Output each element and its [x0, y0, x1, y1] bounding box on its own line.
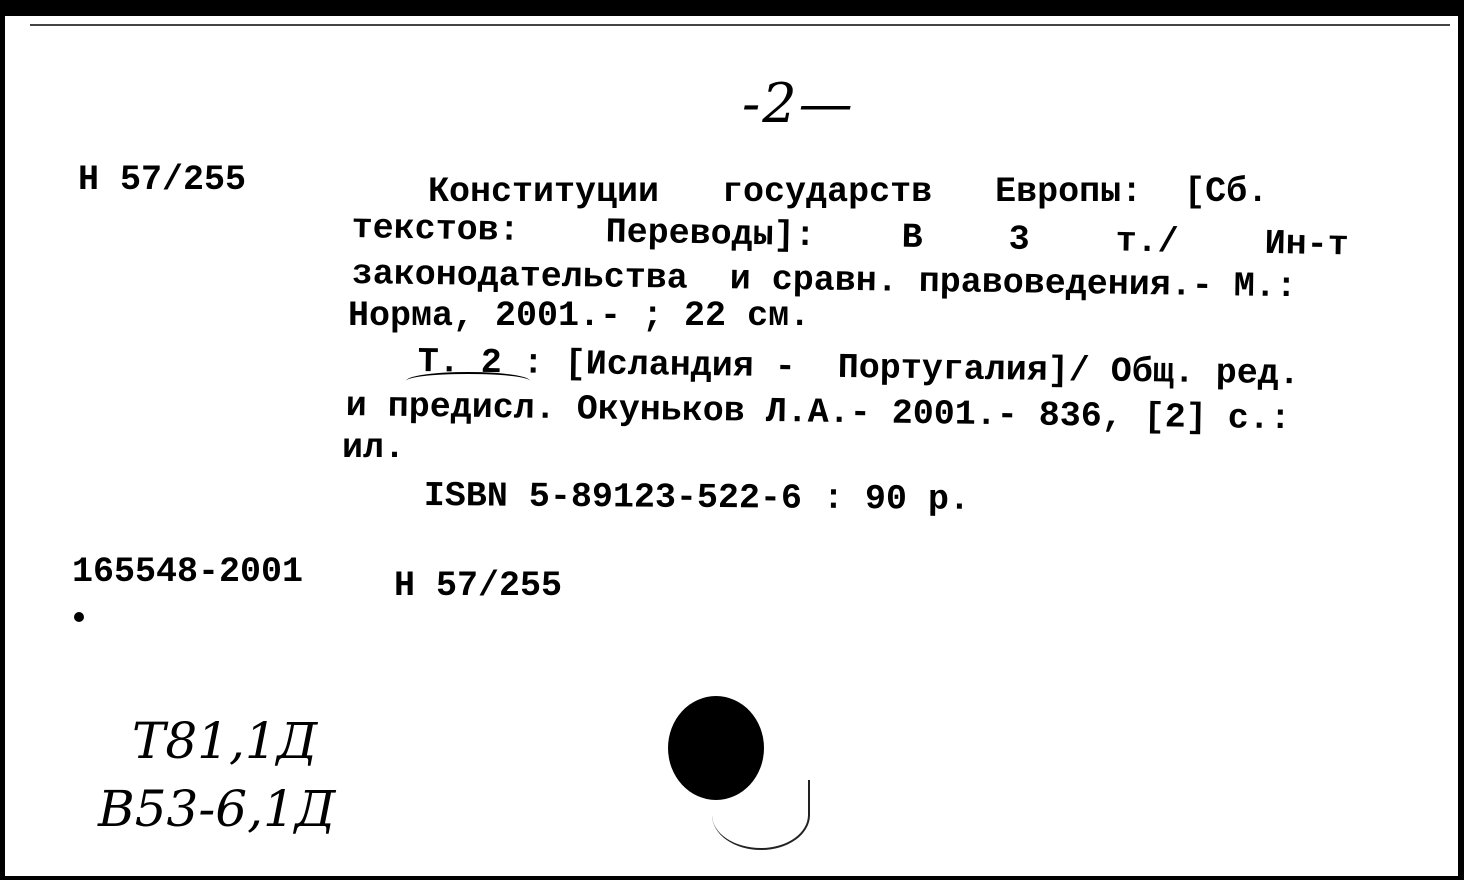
punch-hole-shadow [712, 780, 810, 850]
card-top-edge [0, 0, 1464, 16]
title-line-4: Норма, 2001.- ; 22 см. [348, 296, 811, 336]
shelf-mark-bottom: Н 57/255 [394, 566, 563, 606]
page-number: -2— [742, 72, 855, 135]
isbn-line: ISBN 5-89123-522-6 : 90 р. [423, 476, 971, 520]
title-line-2: текстов: Переводы]: В 3 т./ Ин-т [351, 208, 1349, 266]
title-line-1: Конституции государств Европы: [Сб. [428, 172, 1269, 212]
volume-line-3: ил. [342, 428, 406, 468]
ink-dot [74, 612, 84, 622]
card-left-edge [0, 0, 5, 880]
scan-line [30, 24, 1450, 26]
classification-code-1: Т81,1Д [132, 712, 318, 770]
volume-line-2: и предисл. Окуньков Л.А.- 2001.- 836, [2] с.: [345, 386, 1292, 440]
classification-code-2: В53-6,1Д [98, 780, 336, 838]
volume-line-1: Т. 2 : [Исландия - Португалия]/ Общ. ред. [417, 342, 1301, 395]
card-bottom-edge [0, 876, 1464, 880]
card-right-edge [1458, 0, 1464, 880]
shelf-mark: Н 57/255 [78, 160, 247, 200]
accession-number: 165548-2001 [72, 552, 304, 592]
title-line-3: законодательства и сравн. правоведения.- М.: [351, 254, 1298, 308]
